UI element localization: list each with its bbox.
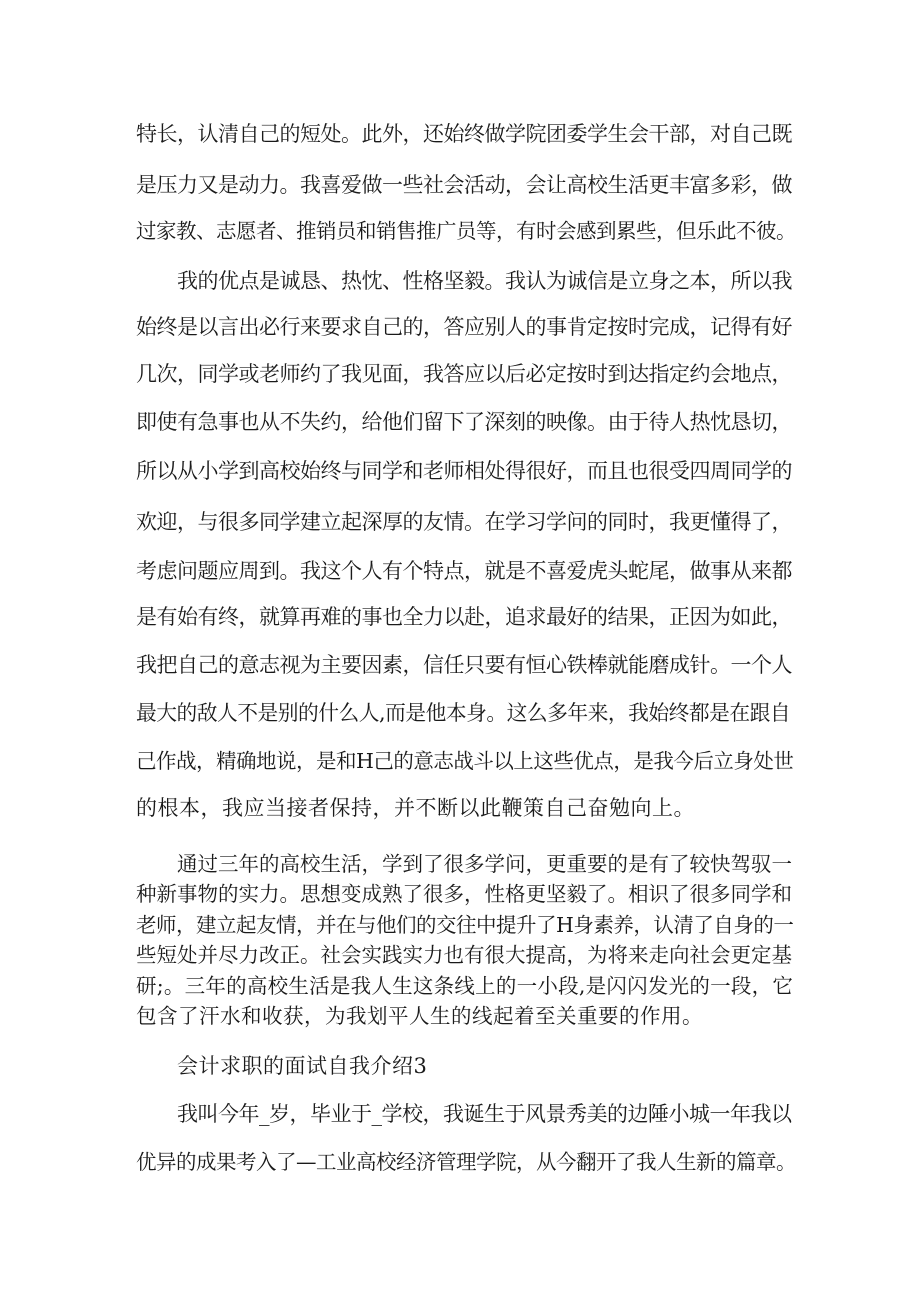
text-line: 始终是以言出必行来要求自己的，答应别人的事肯定按时完成，记得有好 — [136, 315, 792, 339]
text-line: 是有始有终，就算再难的事也全力以赴，追求最好的结果，正因为如此， — [136, 605, 792, 629]
text-line: 包含了汗水和收获，为我划平人生的线起着至关重要的作用。 — [136, 1004, 703, 1028]
text-line: 的根本，我应当接者保持，并不断以此鞭策自己奋勉向上。 — [136, 796, 695, 820]
text-line: 些短处并尽力改正。社会实践实力也有很大提高，为将来走向社会更定基 — [136, 943, 792, 967]
text-line: 种新事物的实力。思想变成熟了很多，性格更坚毅了。相识了很多同学和 — [136, 882, 792, 906]
text-line: 即使有急事也从不失约，给他们留下了深刻的映像。由于待人热忱恳切， — [136, 410, 792, 434]
text-line: 己作战，精确地说，是和H己的意志战斗以上这些优点，是我今后立身处世 — [136, 749, 794, 773]
text-line: 我把自己的意志视为主要因素，信任只要有恒心铁棒就能磨成针。一个人 — [136, 653, 792, 677]
text-line: 研;。三年的高校生活是我人生这条线上的一小段,是闪闪发光的一段，它 — [136, 974, 794, 998]
text-line: 所以从小学到高校始终与同学和老师相处得很好，而且也很受四周同学的 — [136, 459, 792, 483]
text-line: 特长，认清自己的短处。此外，还始终做学院团委学生会干部，对自己既 — [136, 122, 792, 146]
text-line: 过家教、志愿者、推销员和销售推广员等，有时会感到累些，但乐此不彼。 — [136, 219, 796, 243]
text-line: 老师，建立起友情，并在与他们的交往中提升了H身素养，认清了自身的一 — [136, 913, 794, 937]
text-line: 欢迎，与很多同学建立起深厚的友情。在学习学问的同时，我更懂得了， — [136, 510, 792, 534]
text-line: 几次，同学或老师约了我见面，我答应以后必定按时到达指定约会地点， — [136, 362, 792, 386]
text-line: 通过三年的高校生活，学到了很多学问，更重要的是有了较快驾驭一 — [177, 852, 792, 876]
text-line: 我叫今年_岁，毕业于_学校，我诞生于风景秀美的边陲小城一年我以 — [177, 1102, 792, 1126]
text-line: 是压力又是动力。我喜爱做一些社会活动，会让高校生活更丰富多彩，做 — [136, 173, 792, 197]
heading-text: 会计求职的面试自我介绍3 — [177, 1054, 428, 1078]
text-line: 我的优点是诚恳、热忱、性格坚毅。我认为诚信是立身之本，所以我 — [177, 269, 792, 293]
text-line: 考虑问题应周到。我这个人有个特点，就是不喜爱虎头蛇尾，做事从来都 — [136, 559, 792, 583]
text-line: 优异的成果考入了—工业高校经济管理学院，从今翻开了我人生新的篇章。 — [136, 1150, 796, 1174]
text-line: 最大的敌人不是别的什么人,而是他本身。这么多年来，我始终都是在跟自 — [136, 701, 791, 725]
